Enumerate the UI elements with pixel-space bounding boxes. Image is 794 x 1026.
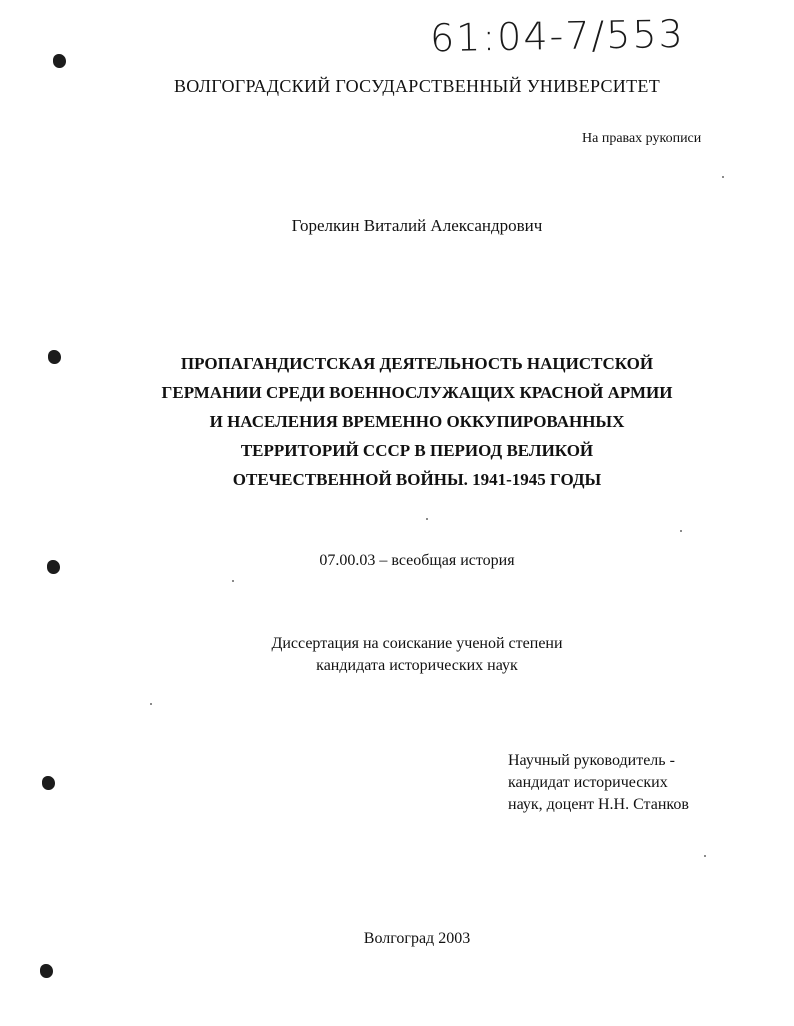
manuscript-rights-note: На правах рукописи bbox=[582, 131, 702, 146]
advisor-line: кандидат исторических bbox=[508, 774, 668, 791]
city-and-year: Волгоград 2003 bbox=[363, 930, 471, 947]
scientific-advisor bbox=[508, 750, 689, 816]
binding-hole-mark bbox=[47, 560, 60, 574]
title-line: ОТЕЧЕСТВЕННОЙ ВОЙНЫ. 1941-1945 ГОДЫ bbox=[232, 470, 602, 489]
title-line: И НАСЕЛЕНИЯ ВРЕМЕННО ОККУПИРОВАННЫХ bbox=[209, 412, 625, 431]
scan-speck bbox=[426, 518, 428, 520]
degree-statement bbox=[20, 633, 794, 677]
title-line: ПРОПАГАНДИСТСКАЯ ДЕЯТЕЛЬНОСТЬ НАЦИСТСКОЙ bbox=[180, 354, 654, 373]
author-name: Горелкин Виталий Александрович bbox=[291, 216, 543, 235]
advisor-line: наук, доцент Н.Н. Станков bbox=[508, 796, 689, 813]
handwritten-archive-number: 61:04-7/553 bbox=[429, 11, 686, 61]
binding-hole-mark bbox=[42, 776, 55, 790]
binding-hole-mark bbox=[40, 964, 53, 978]
binding-hole-mark bbox=[48, 350, 61, 364]
title-line: ГЕРМАНИИ СРЕДИ ВОЕННОСЛУЖАЩИХ КРАСНОЙ АРМИИ bbox=[161, 383, 673, 402]
scan-speck bbox=[680, 530, 682, 532]
title-line: ТЕРРИТОРИЙ СССР В ПЕРИОД ВЕЛИКОЙ bbox=[240, 441, 594, 460]
scan-speck bbox=[704, 855, 706, 857]
university-name: ВОЛГОГРАДСКИЙ ГОСУДАРСТВЕННЫЙ УНИВЕРСИТЕТ bbox=[173, 76, 660, 96]
scan-speck bbox=[150, 703, 152, 705]
scan-speck bbox=[722, 176, 724, 178]
dissertation-title bbox=[150, 349, 684, 494]
degree-line: Диссертация на соискание ученой степени bbox=[271, 635, 563, 652]
binding-hole-mark bbox=[53, 54, 66, 68]
scan-speck bbox=[232, 580, 234, 582]
specialty-code: 07.00.03 – всеобщая история bbox=[319, 552, 515, 569]
advisor-line: Научный руководитель - bbox=[508, 752, 675, 769]
degree-line: кандидата исторических наук bbox=[316, 657, 518, 674]
